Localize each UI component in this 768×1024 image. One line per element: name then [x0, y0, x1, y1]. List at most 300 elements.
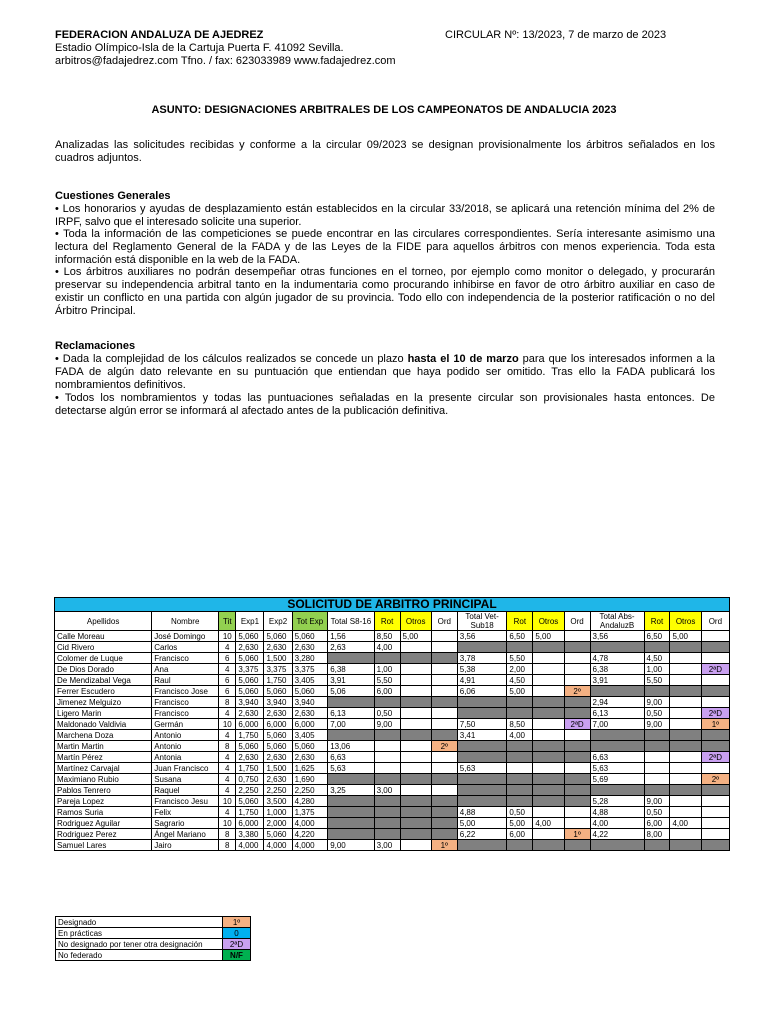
table-cell	[400, 796, 431, 807]
arbiter-table	[54, 597, 730, 851]
table-cell: 5,060	[236, 653, 264, 664]
claims-deadline: hasta el 10 de marzo	[407, 353, 519, 365]
table-cell	[431, 774, 457, 785]
table-cell: 3,375	[292, 664, 328, 675]
table-cell: 4	[219, 642, 236, 653]
table-cell: 5,060	[264, 829, 292, 840]
table-cell: 4,00	[507, 730, 533, 741]
table-row	[55, 708, 730, 719]
table-cell	[374, 807, 400, 818]
table-cell: 4,000	[292, 840, 328, 851]
table-cell: 4	[219, 752, 236, 763]
table-row	[55, 719, 730, 730]
table-cell: 2,630	[264, 642, 292, 653]
legend-row	[56, 917, 251, 928]
table-cell	[701, 829, 729, 840]
column-header: Ord	[564, 612, 590, 631]
table-cell: 1,00	[374, 664, 400, 675]
legend-swatch: 2ªD	[223, 939, 251, 950]
table-cell: 3,940	[236, 697, 264, 708]
table-cell: 6	[219, 675, 236, 686]
column-header: Otros	[670, 612, 701, 631]
intro-paragraph: Analizadas las solicitudes recibidas y conforme a la circular 09/2023 se designan provisionalmente los árbitros señalados en los cuadros adjuntos.	[55, 139, 715, 164]
table-cell: 3,00	[374, 785, 400, 796]
table-cell: Cid Rivero	[55, 642, 152, 653]
table-cell	[670, 752, 701, 763]
table-cell	[431, 697, 457, 708]
table-cell: 5,69	[590, 774, 644, 785]
table-cell	[400, 829, 431, 840]
table-cell: 0,750	[236, 774, 264, 785]
table-cell: 4,88	[590, 807, 644, 818]
table-cell: Francisco	[152, 697, 219, 708]
table-cell	[374, 774, 400, 785]
table-cell: 6,13	[328, 708, 374, 719]
table-cell	[400, 752, 431, 763]
table-cell	[457, 697, 507, 708]
table-cell: 1,000	[264, 807, 292, 818]
table-cell	[533, 796, 564, 807]
table-cell: 5,06	[328, 686, 374, 697]
table-cell	[400, 818, 431, 829]
table-cell	[457, 840, 507, 851]
table-cell	[457, 774, 507, 785]
table-cell: 2,630	[264, 774, 292, 785]
table-cell	[533, 785, 564, 796]
table-cell	[431, 642, 457, 653]
table-cell: 1º	[431, 840, 457, 851]
table-cell: 2ªD	[701, 708, 729, 719]
table-cell: 5,060	[236, 741, 264, 752]
table-cell	[533, 719, 564, 730]
table-cell: Ramos Suria	[55, 807, 152, 818]
table-cell	[431, 829, 457, 840]
table-cell: 0,50	[644, 708, 670, 719]
subject-line: ASUNTO: DESIGNACIONES ARBITRALES DE LOS CAMPEONATOS DE ANDALUCIA 2023	[151, 104, 617, 116]
column-header: Otros	[400, 612, 431, 631]
table-cell	[533, 664, 564, 675]
legend-row	[56, 950, 251, 961]
table-cell: Rodriguez Perez	[55, 829, 152, 840]
table-cell	[431, 719, 457, 730]
column-header: Tit	[219, 612, 236, 631]
table-cell	[431, 796, 457, 807]
table-cell	[431, 730, 457, 741]
table-cell: 2ªD	[701, 752, 729, 763]
table-cell	[457, 741, 507, 752]
table-cell: 6,00	[644, 818, 670, 829]
table-cell	[670, 697, 701, 708]
claims-p1	[55, 353, 715, 392]
table-cell	[400, 807, 431, 818]
table-cell: Ferrer Escudero	[55, 686, 152, 697]
table-cell	[670, 741, 701, 752]
table-row	[55, 642, 730, 653]
column-header: Total Vet-Sub18	[457, 612, 507, 631]
table-cell	[564, 697, 590, 708]
table-cell	[670, 719, 701, 730]
column-header: Ord	[431, 612, 457, 631]
table-cell: 3,00	[374, 840, 400, 851]
legend-row	[56, 939, 251, 950]
table-cell	[457, 642, 507, 653]
general-p1: • Los honorarios y ayudas de desplazamiento están establecidos en la circular 33/2018, se aplicará una retención mínima del 2% de IRPF, salvo que el interesado solicite una superior.	[55, 203, 715, 228]
table-cell: 4,91	[457, 675, 507, 686]
table-cell	[701, 631, 729, 642]
table-cell: 6	[219, 653, 236, 664]
column-header: Rot	[507, 612, 533, 631]
table-cell: 8	[219, 840, 236, 851]
general-title: Cuestiones Generales	[55, 190, 171, 202]
column-header: Exp2	[264, 612, 292, 631]
table-cell	[400, 686, 431, 697]
table-cell: 8	[219, 741, 236, 752]
table-cell: 10	[219, 719, 236, 730]
table-cell	[457, 752, 507, 763]
table-cell: 1,500	[264, 653, 292, 664]
table-cell: Germán	[152, 719, 219, 730]
table-cell: 3,500	[264, 796, 292, 807]
table-cell: 2,630	[236, 708, 264, 719]
table-cell: 2,630	[236, 642, 264, 653]
table-cell	[644, 686, 670, 697]
table-cell: 1,750	[236, 763, 264, 774]
column-header: Rot	[644, 612, 670, 631]
table-cell	[644, 785, 670, 796]
table-cell	[644, 741, 670, 752]
legend-swatch: 0	[223, 928, 251, 939]
table-cell: 3,940	[292, 697, 328, 708]
table-row	[55, 730, 730, 741]
table-cell	[701, 807, 729, 818]
table-cell	[400, 664, 431, 675]
table-cell: 10	[219, 796, 236, 807]
table-cell: 1,56	[328, 631, 374, 642]
table-cell: 6,13	[590, 708, 644, 719]
table-row	[55, 796, 730, 807]
table-cell	[431, 708, 457, 719]
table-cell	[701, 642, 729, 653]
table-cell: 7,00	[328, 719, 374, 730]
table-cell: 6,38	[590, 664, 644, 675]
table-cell	[328, 829, 374, 840]
table-cell: 6,06	[457, 686, 507, 697]
legend-label: En prácticas	[56, 928, 223, 939]
table-cell	[670, 840, 701, 851]
table-cell: 4,88	[457, 807, 507, 818]
table-cell: 4	[219, 730, 236, 741]
table-cell	[533, 829, 564, 840]
table-cell: 0,50	[644, 807, 670, 818]
table-cell	[431, 818, 457, 829]
column-header: Otros	[533, 612, 564, 631]
table-cell: Colomer de Luque	[55, 653, 152, 664]
table-cell: 6,000	[236, 818, 264, 829]
table-cell	[670, 807, 701, 818]
column-header: Exp1	[236, 612, 264, 631]
column-header: Tot Exp	[292, 612, 328, 631]
table-cell: 10	[219, 818, 236, 829]
table-cell: 3,375	[264, 664, 292, 675]
table-cell: 3,91	[328, 675, 374, 686]
table-cell	[644, 774, 670, 785]
table-cell: 7,00	[590, 719, 644, 730]
claims-p1-text: • Dada la complejidad de los cálculos realizados se concede un plazo	[55, 353, 408, 365]
table-cell: 6	[219, 686, 236, 697]
table-cell: 3,41	[457, 730, 507, 741]
table-cell: 9,00	[644, 796, 670, 807]
table-cell	[701, 730, 729, 741]
table-cell	[644, 763, 670, 774]
table-cell: 6,000	[236, 719, 264, 730]
table-cell	[670, 829, 701, 840]
table-cell	[564, 785, 590, 796]
table-cell	[400, 708, 431, 719]
table-cell	[701, 763, 729, 774]
table-cell	[533, 697, 564, 708]
table-cell	[670, 686, 701, 697]
address: Estadio Olímpico-Isla de la Cartuja Puerta F. 41092 Sevilla.	[55, 42, 344, 54]
claims-p2: • Todos los nombramientos y todas las puntuaciones señaladas en la presente circular son provisionales hasta entonces. De detectarse algún error se informará al afectado antes de la publicación definitiva.	[55, 392, 715, 417]
table-cell: 4,50	[644, 653, 670, 664]
table-cell	[457, 785, 507, 796]
table-cell	[590, 730, 644, 741]
table-cell: 1,00	[644, 664, 670, 675]
table-cell	[374, 697, 400, 708]
table-cell: 4	[219, 664, 236, 675]
table-cell	[564, 763, 590, 774]
table-cell: 4,220	[292, 829, 328, 840]
table-cell	[533, 675, 564, 686]
table-cell: 2,94	[590, 697, 644, 708]
table-cell: 1,375	[292, 807, 328, 818]
table-cell: 5,50	[644, 675, 670, 686]
table-cell	[400, 653, 431, 664]
table-cell: 3,56	[457, 631, 507, 642]
table-cell: Francisco	[152, 708, 219, 719]
table-cell: 6,000	[264, 719, 292, 730]
table-row	[55, 675, 730, 686]
table-cell: 3,405	[292, 675, 328, 686]
table-cell	[701, 697, 729, 708]
table-cell: 8,50	[374, 631, 400, 642]
table-cell: Marchena Doza	[55, 730, 152, 741]
legend-swatch: 1º	[223, 917, 251, 928]
org-name: FEDERACION ANDALUZA DE AJEDREZ	[55, 29, 264, 41]
table-cell	[431, 653, 457, 664]
table-cell	[533, 774, 564, 785]
table-cell	[590, 840, 644, 851]
table-cell: 4	[219, 708, 236, 719]
table-cell: Susana	[152, 774, 219, 785]
table-cell: 5,060	[236, 675, 264, 686]
table-cell: Martin Martin	[55, 741, 152, 752]
legend-label: Designado	[56, 917, 223, 928]
table-cell: 9,00	[644, 719, 670, 730]
table-cell	[533, 741, 564, 752]
table-cell: Felix	[152, 807, 219, 818]
table-cell: 4	[219, 774, 236, 785]
table-cell: Raquel	[152, 785, 219, 796]
table-cell: 4,00	[374, 642, 400, 653]
legend-swatch: N/F	[223, 950, 251, 961]
table-cell: Ana	[152, 664, 219, 675]
table-row	[55, 741, 730, 752]
table-cell	[701, 686, 729, 697]
table-cell	[400, 642, 431, 653]
table-cell	[564, 708, 590, 719]
table-cell: 5,00	[400, 631, 431, 642]
table-cell: 3,78	[457, 653, 507, 664]
table-cell: 6,00	[374, 686, 400, 697]
table-cell: 13,06	[328, 741, 374, 752]
general-p2: • Toda la información de las competiciones se puede encontrar en las circulares correspondientes. Sería interesante asimismo una lectura del Reglamento General de la FADA y de las Leyes de la FIDE para aquellos árbitros con menos experiencia. Toda esta información está disponible en la web de la FADA.	[55, 228, 715, 266]
table-cell	[328, 774, 374, 785]
table-cell: Martín Pérez	[55, 752, 152, 763]
table-cell	[590, 642, 644, 653]
table-cell: 3,280	[292, 653, 328, 664]
table-cell: Pablos Tenrero	[55, 785, 152, 796]
table-cell: 4,000	[236, 840, 264, 851]
table-row	[55, 653, 730, 664]
table-cell: 4,00	[533, 818, 564, 829]
legend-row	[56, 928, 251, 939]
table-cell: 4,78	[590, 653, 644, 664]
table-cell: 5,00	[457, 818, 507, 829]
table-cell	[507, 785, 533, 796]
table-cell: 5,060	[292, 741, 328, 752]
table-cell: 5,50	[507, 653, 533, 664]
table-cell	[564, 752, 590, 763]
table-cell	[564, 653, 590, 664]
table-cell	[400, 741, 431, 752]
table-cell: 2,630	[292, 642, 328, 653]
table-cell	[400, 719, 431, 730]
table-cell	[564, 664, 590, 675]
table-cell: 3,405	[292, 730, 328, 741]
table-cell	[400, 785, 431, 796]
table-cell: 1º	[701, 719, 729, 730]
table-cell: Pareja Lopez	[55, 796, 152, 807]
table-cell: 3,940	[264, 697, 292, 708]
table-cell	[374, 763, 400, 774]
table-cell: 4,280	[292, 796, 328, 807]
table-row	[55, 829, 730, 840]
table-cell: 6,63	[590, 752, 644, 763]
table-cell: Francisco	[152, 653, 219, 664]
table-cell	[400, 697, 431, 708]
table-cell	[564, 730, 590, 741]
table-cell	[670, 675, 701, 686]
table-cell	[590, 686, 644, 697]
table-cell	[670, 796, 701, 807]
table-cell: Francisco Jose	[152, 686, 219, 697]
table-cell: 3,91	[590, 675, 644, 686]
table-title: SOLICITUD DE ARBITRO PRINCIPAL	[55, 598, 730, 612]
table-cell: Rodriguez Aguilar	[55, 818, 152, 829]
table-cell: Ángel Mariano	[152, 829, 219, 840]
table-cell: 4	[219, 807, 236, 818]
table-cell: 3,25	[328, 785, 374, 796]
table-cell	[374, 752, 400, 763]
table-cell: 2,250	[236, 785, 264, 796]
table-cell: 9,00	[644, 697, 670, 708]
table-cell	[670, 664, 701, 675]
table-cell: 1º	[564, 829, 590, 840]
circular-number: CIRCULAR Nº: 13/2023, 7 de marzo de 2023	[445, 29, 667, 41]
table-cell: Antonio	[152, 741, 219, 752]
table-cell	[701, 796, 729, 807]
table-cell	[374, 741, 400, 752]
general-p3: • Los árbitros auxiliares no podrán desempeñar otras funciones en el torneo, por ejemplo como monitor o delegado, y procurarán preservar su independencia arbitral tanto en la indumentaria como procurando inhibirse en favor de otro árbitro auxiliar en caso de existir un conflicto en una partida con algún jugador de su provincia. Todo ello con independencia de la posterior ratificación o no del Árbitro Principal.	[55, 266, 715, 317]
table-cell: 6,22	[457, 829, 507, 840]
table-cell: 9,00	[328, 840, 374, 851]
table-cell: 5,060	[264, 631, 292, 642]
table-row	[55, 840, 730, 851]
column-header: Apellidos	[55, 612, 152, 631]
table-cell: 4,50	[507, 675, 533, 686]
table-cell: 5,50	[374, 675, 400, 686]
table-cell: 1,750	[236, 730, 264, 741]
table-cell: 6,50	[507, 631, 533, 642]
table-cell	[328, 818, 374, 829]
table-cell: 2,630	[292, 708, 328, 719]
table-cell: 2º	[564, 686, 590, 697]
table-cell: 5,060	[292, 631, 328, 642]
table-cell	[670, 763, 701, 774]
table-cell: 2ªD	[701, 664, 729, 675]
table-cell	[533, 686, 564, 697]
table-cell: 5,63	[590, 763, 644, 774]
table-cell: 2ªD	[564, 719, 590, 730]
table-cell: 3,380	[236, 829, 264, 840]
table-cell: Jairo	[152, 840, 219, 851]
table-cell	[507, 752, 533, 763]
table-cell	[328, 796, 374, 807]
table-cell	[328, 807, 374, 818]
table-cell	[328, 653, 374, 664]
table-cell: 8,50	[507, 719, 533, 730]
table-cell	[431, 763, 457, 774]
table-cell	[590, 741, 644, 752]
table-cell: Francisco Jesu	[152, 796, 219, 807]
table-cell	[431, 807, 457, 818]
table-cell	[400, 675, 431, 686]
table-cell: 5,060	[236, 796, 264, 807]
table-cell: Samuel Lares	[55, 840, 152, 851]
table-cell	[670, 774, 701, 785]
table-cell	[507, 840, 533, 851]
table-cell: Carlos	[152, 642, 219, 653]
table-cell: Martínez Carvajal	[55, 763, 152, 774]
table-row	[55, 774, 730, 785]
table-cell: Antonia	[152, 752, 219, 763]
table-cell: Juan Francisco	[152, 763, 219, 774]
table-cell: 0,50	[374, 708, 400, 719]
table-cell: 4	[219, 763, 236, 774]
table-cell: 6,50	[644, 631, 670, 642]
table-cell: Maldonado Valdivia	[55, 719, 152, 730]
table-cell	[533, 653, 564, 664]
table-cell: José Domingo	[152, 631, 219, 642]
table-cell: 8	[219, 697, 236, 708]
table-cell: Calle Moreau	[55, 631, 152, 642]
table-cell	[400, 774, 431, 785]
column-header: Ord	[701, 612, 729, 631]
table-cell	[644, 730, 670, 741]
table-cell: 4	[219, 785, 236, 796]
table-cell	[507, 741, 533, 752]
